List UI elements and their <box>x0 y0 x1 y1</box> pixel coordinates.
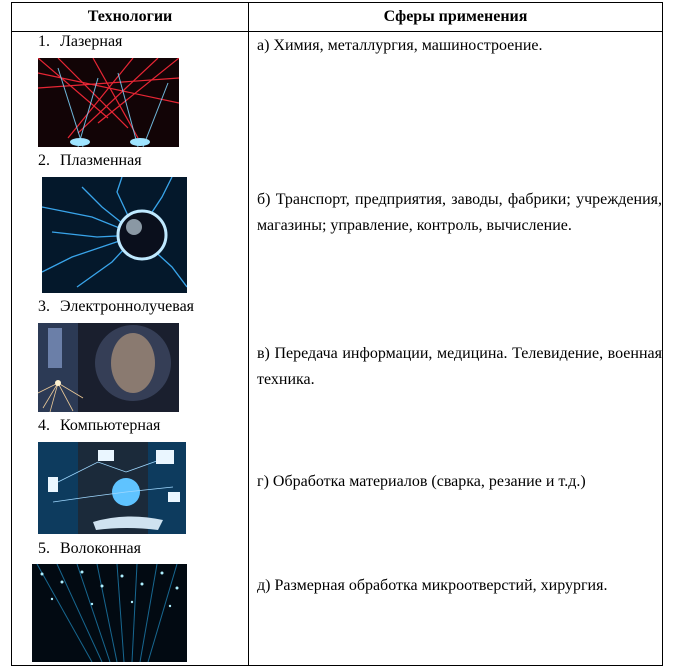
computer-image <box>38 442 186 534</box>
sphere-item-a: а) Химия, металлургия, машиностроение. <box>257 37 543 54</box>
tech-label: Лазерная <box>60 33 123 50</box>
tech-number: 2. <box>38 152 50 169</box>
header-divider <box>12 31 662 32</box>
column-divider <box>248 3 249 665</box>
tech-number: 4. <box>38 417 50 434</box>
sphere-item-c: в) Передача информации, медицина. Телевидение, военная техника. <box>257 345 662 388</box>
tech-label: Волоконная <box>60 540 141 557</box>
tech-number: 3. <box>38 298 50 315</box>
tech-item-plasma <box>38 152 142 170</box>
tech-number: 1. <box>38 33 50 50</box>
tech-label: Электроннолучевая <box>60 298 195 315</box>
tech-item-computer <box>38 417 160 435</box>
sphere-item-b: б) Транспорт, предприятия, заводы, фабрики; учреждения, магазины; управление, контроль, вычисление. <box>257 191 662 234</box>
technology-table <box>11 2 663 666</box>
header-spheres: Сферы применения <box>383 8 528 25</box>
laser-image <box>38 58 179 147</box>
tech-item-electron-beam <box>38 298 194 316</box>
tech-item-laser <box>38 33 122 51</box>
electron-beam-image <box>38 323 179 412</box>
tech-label: Плазменная <box>60 152 142 169</box>
tech-item-fiber <box>38 540 141 558</box>
fiber-image <box>32 564 187 662</box>
sphere-item-e: д) Размерная обработка микроотверстий, хирургия. <box>257 577 608 594</box>
sphere-item-d: г) Обработка материалов (сварка, резание и т.д.) <box>257 473 586 490</box>
tech-label: Компьютерная <box>60 417 161 434</box>
tech-number: 5. <box>38 540 50 557</box>
header-technologies: Технологии <box>87 8 173 25</box>
plasma-image <box>42 177 187 293</box>
